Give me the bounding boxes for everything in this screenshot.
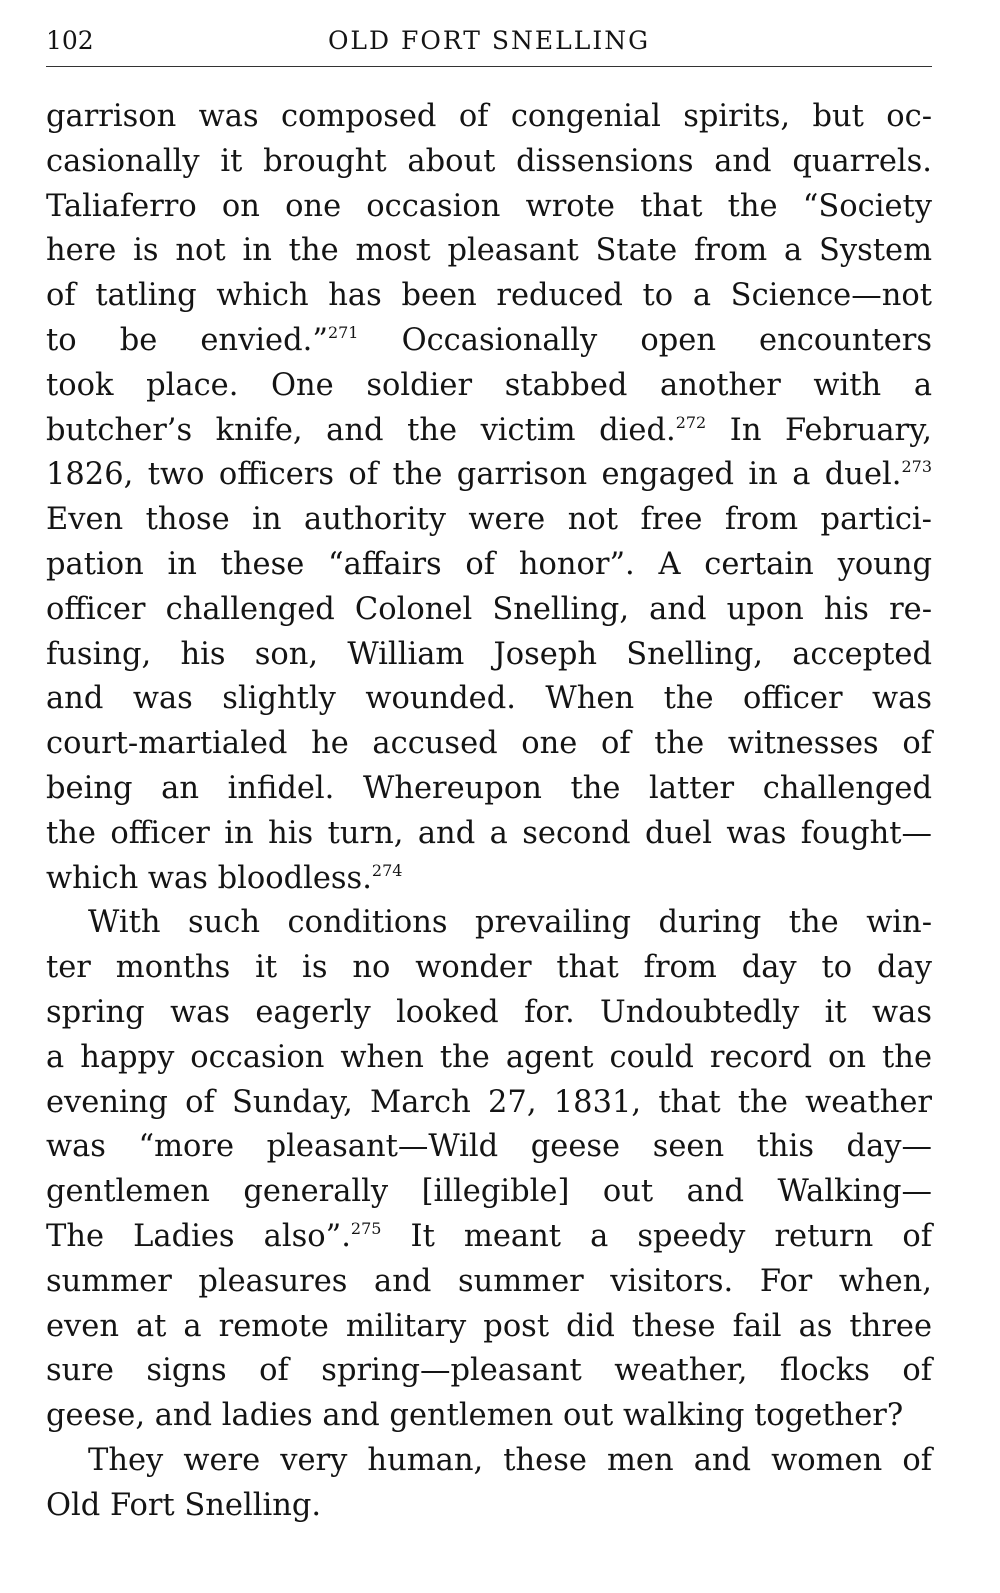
body-text — [46, 95, 932, 1529]
text-line: sure signs of spring—pleasant weather, flocks of — [46, 1353, 932, 1389]
footnote-ref-273: 273 — [901, 457, 932, 477]
text-line — [46, 1215, 932, 1260]
text-line: They were very human, these men and women of — [88, 1442, 932, 1478]
text-line: was “more pleasant—Wild geese seen this day— — [46, 1129, 932, 1165]
paragraph-3 — [46, 1439, 932, 1529]
text-line: and was slightly wounded. When the officer was — [46, 681, 932, 717]
text-line: of tatling which has been reduced to a Science—not — [46, 278, 932, 314]
text-segment: 1826, two officers of the garrison engaged in a duel. — [46, 457, 902, 493]
running-title: OLD FORT SNELLING — [327, 26, 651, 55]
text-line: spring was eagerly looked for. Undoubtedly it was — [46, 994, 932, 1030]
footnote-ref-271: 271 — [327, 322, 359, 342]
text-line: pation in these “affairs of honor”. A certain young — [46, 546, 932, 582]
text-line: casionally it brought about dissensions and quarrels. — [46, 143, 932, 179]
text-line: garrison was composed of congenial spirits, but oc- — [46, 99, 932, 134]
text-line: gentlemen generally [illegible] out and Walking— — [46, 1174, 932, 1210]
text-segment: The Ladies also”. — [46, 1218, 351, 1254]
text-line: court-martialed he accused one of the witnesses of — [46, 726, 932, 762]
text-line: even at a remote military post did these fail as three — [46, 1308, 932, 1344]
text-line: ter months it is no wonder that from day to day — [46, 950, 932, 986]
paragraph-2 — [46, 901, 932, 1439]
text-line: here is not in the most pleasant State from a System — [46, 233, 932, 269]
footnote-ref-275: 275 — [350, 1218, 382, 1238]
text-line: being an infidel. Whereupon the latter challenged — [46, 770, 932, 806]
text-segment: to be envied.” — [46, 322, 328, 358]
text-line: Old Fort Snelling. — [46, 1487, 322, 1523]
paragraph-1 — [46, 95, 932, 901]
text-line: Taliaferro on one occasion wrote that the “Society — [46, 188, 932, 224]
text-line: evening of Sunday, March 27, 1831, that the weather — [46, 1084, 932, 1120]
text-line: With such conditions prevailing during the win- — [88, 905, 932, 941]
text-line: summer pleasures and summer visitors. For when, — [46, 1263, 932, 1299]
running-head — [46, 26, 932, 67]
text-segment: In February, — [729, 412, 932, 448]
footnote-ref-274: 274 — [371, 860, 403, 880]
text-segment: butcher’s knife, and the victim died. — [46, 412, 676, 448]
text-line: took place. One soldier stabbed another with a — [46, 367, 932, 403]
text-line — [46, 409, 932, 454]
text-segment: which was bloodless. — [46, 860, 372, 896]
text-line: fusing, his son, William Joseph Snelling, accepted — [46, 636, 932, 672]
text-segment: Occasionally open encounters — [401, 322, 933, 358]
text-line — [46, 857, 932, 902]
text-line — [46, 453, 932, 498]
text-line — [46, 319, 932, 364]
text-line: the officer in his turn, and a second duel was fought— — [46, 815, 932, 851]
text-line: officer challenged Colonel Snelling, and upon his re- — [46, 591, 932, 627]
text-segment: It meant a speedy return of — [410, 1218, 932, 1254]
text-line: Even those in authority were not free from partici- — [46, 502, 932, 538]
text-line: a happy occasion when the agent could record on the — [46, 1039, 932, 1075]
footnote-ref-272: 272 — [675, 412, 707, 432]
page-number: 102 — [46, 26, 94, 55]
text-line: geese, and ladies and gentlemen out walking together? — [46, 1398, 904, 1434]
